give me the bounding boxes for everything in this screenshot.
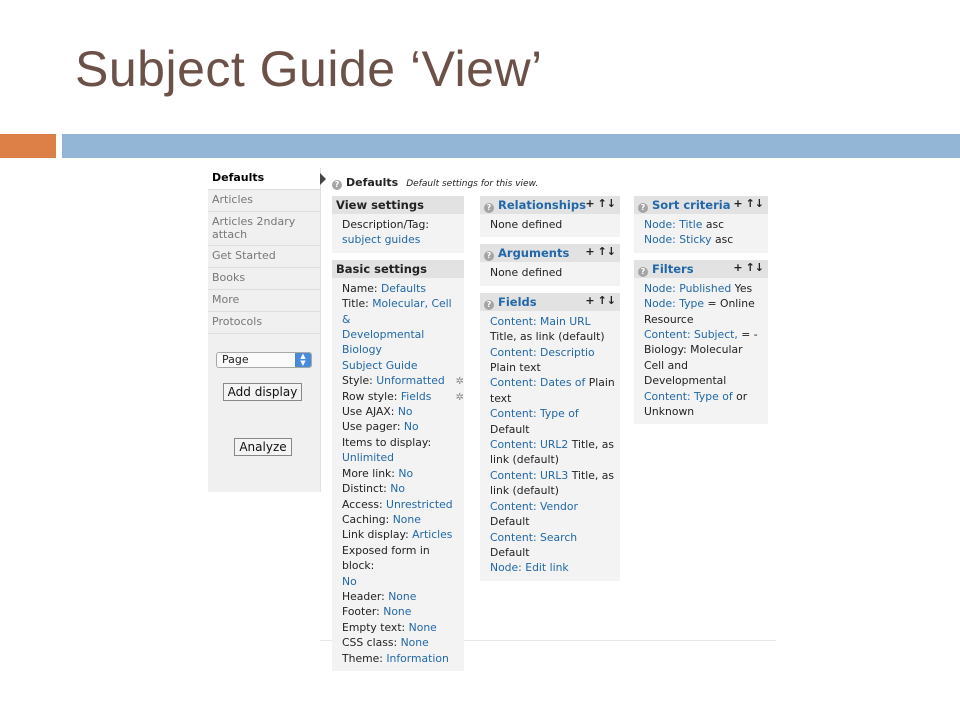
field-format: Default: [490, 515, 530, 529]
relationships-title[interactable]: Relationships: [498, 198, 586, 212]
field-format: Plain text: [490, 376, 615, 405]
arguments-title[interactable]: Arguments: [498, 246, 570, 261]
field-item: [490, 530, 616, 561]
setting-label: Title:: [342, 297, 369, 311]
tab-get-started[interactable]: [208, 246, 320, 268]
fields-title[interactable]: Fields: [498, 294, 537, 309]
field-format: Default: [490, 422, 530, 436]
add-icon[interactable]: +: [585, 245, 595, 259]
setting-name: [342, 281, 460, 296]
column-1: [332, 196, 464, 678]
tab-label: Articles 2ndary attach: [212, 215, 296, 242]
setting-theme: [342, 651, 460, 666]
main-panel: [320, 168, 776, 665]
field-item: [490, 375, 616, 406]
setting-value[interactable]: None: [388, 589, 417, 603]
tab-articles-2ndary-attach[interactable]: [208, 212, 320, 246]
add-icon[interactable]: +: [733, 260, 743, 274]
column-2: [480, 196, 620, 588]
gear-icon[interactable]: ✲: [455, 376, 464, 388]
tab-more[interactable]: [208, 290, 320, 312]
tab-label: Get Started: [212, 249, 276, 262]
help-icon[interactable]: ?: [484, 251, 494, 261]
setting-value[interactable]: Unrestricted: [386, 497, 453, 511]
rearrange-icon[interactable]: ↑↓: [745, 260, 764, 274]
setting-label: Theme:: [342, 651, 383, 665]
description-tag-label: Description/Tag:: [342, 218, 430, 231]
filters-pane: [634, 260, 768, 425]
sort-item: [644, 217, 764, 232]
setting-value[interactable]: None: [408, 620, 437, 634]
field-item: [490, 499, 616, 530]
view-settings-title: View settings: [332, 196, 464, 214]
setting-more-link: [342, 466, 460, 481]
setting-label: Header:: [342, 589, 385, 603]
setting-value[interactable]: Articles: [412, 528, 453, 542]
setting-items-to-display: [342, 435, 460, 466]
help-icon[interactable]: ?: [484, 300, 494, 310]
column-3: [634, 196, 768, 431]
setting-css-class: [342, 635, 460, 650]
field-link[interactable]: Content: Main URL: [490, 314, 591, 328]
setting-value[interactable]: Unformatted: [376, 374, 445, 388]
help-icon[interactable]: ?: [332, 180, 342, 190]
setting-footer: [342, 604, 460, 619]
setting-label: Style:: [342, 374, 373, 388]
help-icon[interactable]: ?: [484, 203, 494, 213]
setting-label: Footer:: [342, 605, 380, 619]
setting-value[interactable]: No: [342, 574, 357, 588]
help-icon[interactable]: ?: [638, 203, 648, 213]
rearrange-icon[interactable]: ↑↓: [597, 293, 616, 307]
tab-protocols[interactable]: [208, 312, 320, 334]
slide-title: Subject Guide ‘View’: [75, 41, 543, 97]
tab-label: Defaults: [212, 171, 265, 184]
field-link[interactable]: Content: Descriptio: [490, 345, 595, 359]
tab-defaults[interactable]: [208, 168, 320, 190]
accent-bar-blue: [62, 134, 960, 158]
arguments-empty: None defined: [490, 266, 563, 280]
tab-books[interactable]: [208, 268, 320, 290]
filter-link[interactable]: Node: Published: [644, 281, 732, 295]
setting-value[interactable]: None: [392, 512, 421, 526]
field-link[interactable]: Content: URL2: [490, 438, 569, 452]
sort-criteria-pane: [634, 196, 768, 253]
basic-settings-title: Basic settings: [332, 260, 464, 278]
setting-label: CSS class:: [342, 636, 398, 650]
setting-label: Distinct:: [342, 482, 387, 496]
field-item: [490, 560, 616, 575]
sort-link[interactable]: Node: Sticky: [644, 233, 712, 247]
field-item: [490, 468, 616, 499]
filter-value: = - Biology: Molecular Cell and Developmental: [644, 328, 758, 388]
setting-link-display: [342, 527, 460, 542]
setting-value[interactable]: No: [397, 405, 413, 419]
setting-label: Caching:: [342, 512, 390, 526]
setting-use-ajax: [342, 404, 460, 419]
sort-order: asc: [714, 233, 734, 247]
filters-title[interactable]: Filters: [652, 261, 694, 276]
field-format: Title, as link (default): [490, 330, 605, 344]
field-item: [490, 437, 616, 468]
field-format: Default: [490, 545, 530, 559]
filter-value: or Unknown: [644, 389, 748, 419]
defaults-description: Default settings for this view.: [406, 179, 539, 189]
rearrange-icon[interactable]: ↑↓: [745, 197, 764, 210]
defaults-title: Defaults: [346, 176, 399, 189]
setting-label: Exposed form in block:: [342, 543, 430, 573]
filter-item: [644, 327, 764, 389]
field-link[interactable]: Content: URL3: [490, 468, 569, 482]
relationships-header: [480, 196, 620, 214]
setting-label: Use pager:: [342, 420, 401, 434]
filter-item: [644, 281, 764, 296]
setting-value[interactable]: No: [398, 466, 414, 480]
relationships-pane: [480, 196, 620, 237]
select-value: Page: [222, 353, 249, 366]
setting-row-style: [342, 389, 464, 404]
setting-caching: [342, 512, 460, 527]
add-icon[interactable]: +: [733, 197, 743, 210]
field-link[interactable]: Node: Edit link: [490, 561, 569, 575]
filter-value: Yes: [734, 281, 753, 295]
sort-criteria-header: [634, 196, 768, 214]
filter-link[interactable]: Content: Type of: [644, 389, 733, 403]
display-type-select[interactable]: [216, 352, 312, 368]
arguments-pane: [480, 244, 620, 285]
defaults-header: [332, 176, 538, 190]
add-icon[interactable]: +: [585, 197, 595, 210]
setting-label: Items to display:: [342, 435, 432, 449]
field-link[interactable]: Content: Dates of: [490, 376, 586, 390]
setting-distinct: [342, 481, 460, 496]
setting-empty-text: [342, 620, 460, 635]
field-link[interactable]: Content: Search: [490, 530, 578, 544]
setting-value[interactable]: Fields: [400, 389, 432, 403]
field-item: [490, 345, 616, 376]
setting-header: [342, 589, 460, 604]
filter-link[interactable]: Node: Type: [644, 297, 705, 311]
setting-value[interactable]: No: [403, 420, 419, 434]
filter-link[interactable]: Content: Subject,: [644, 328, 738, 342]
rearrange-icon[interactable]: ↑↓: [597, 245, 616, 259]
display-tabs: [208, 168, 321, 492]
analyze-button[interactable]: Analyze: [234, 438, 292, 456]
field-link[interactable]: Content: Vendor: [490, 499, 578, 513]
field-link[interactable]: Content: Type of: [490, 407, 579, 421]
sort-link[interactable]: Node: Title: [644, 218, 703, 231]
gear-icon[interactable]: ✲: [455, 391, 464, 403]
setting-label: Empty text:: [342, 620, 406, 634]
rearrange-icon[interactable]: ↑↓: [597, 197, 616, 210]
setting-label: Access:: [342, 497, 383, 511]
setting-label: More link:: [342, 466, 395, 480]
setting-value[interactable]: Developmental Biology: [342, 328, 425, 357]
description-tag-value[interactable]: subject guides: [342, 233, 421, 247]
basic-settings-pane: [332, 260, 464, 671]
tab-label: Books: [212, 271, 246, 284]
add-icon[interactable]: +: [585, 293, 595, 307]
fields-pane: [480, 293, 620, 581]
filter-value: = Online Resource: [644, 297, 755, 326]
tab-label: Articles: [212, 193, 254, 206]
sort-item: [644, 232, 764, 247]
arguments-header: [480, 244, 620, 262]
field-format: Title, as link (default): [490, 438, 614, 467]
tab-label: More: [212, 293, 240, 306]
setting-use-pager: [342, 419, 460, 434]
fields-header: [480, 293, 620, 311]
field-item: [490, 314, 616, 345]
add-display-button[interactable]: Add display: [223, 383, 302, 401]
views-ui-screenshot: [208, 168, 776, 665]
setting-style: [342, 373, 464, 388]
filter-item: [644, 389, 764, 420]
setting-value[interactable]: None: [400, 636, 429, 650]
field-item: [490, 406, 616, 437]
filter-item: [644, 296, 764, 327]
tab-label: Protocols: [212, 315, 263, 328]
accent-bar-orange: [0, 134, 56, 158]
setting-access: [342, 497, 460, 512]
setting-title: [342, 296, 460, 373]
setting-label: Row style:: [342, 389, 398, 403]
setting-label: Link display:: [342, 528, 409, 542]
sort-order: asc: [705, 218, 725, 231]
tab-articles[interactable]: [208, 190, 320, 212]
view-settings-pane: [332, 196, 464, 253]
setting-label: Name:: [342, 281, 378, 295]
setting-label: Use AJAX:: [342, 405, 395, 419]
setting-value[interactable]: Unlimited: [342, 451, 394, 465]
select-arrows-icon: ▲ ▼: [295, 353, 311, 367]
field-format: Plain text: [490, 361, 541, 375]
setting-value[interactable]: Defaults: [380, 281, 427, 295]
filters-header: [634, 260, 768, 278]
setting-value[interactable]: Subject Guide: [342, 358, 418, 372]
field-format: Title, as link (default): [490, 468, 614, 498]
sort-criteria-title[interactable]: Sort criteria: [652, 198, 731, 212]
relationships-empty: None defined: [490, 218, 563, 231]
setting-value[interactable]: Information: [386, 651, 449, 665]
setting-value[interactable]: None: [383, 605, 412, 619]
setting-value[interactable]: No: [390, 482, 405, 496]
setting-value[interactable]: Molecular, Cell &: [342, 297, 452, 326]
setting-exposed-form: [342, 543, 460, 589]
help-icon[interactable]: ?: [638, 267, 648, 277]
